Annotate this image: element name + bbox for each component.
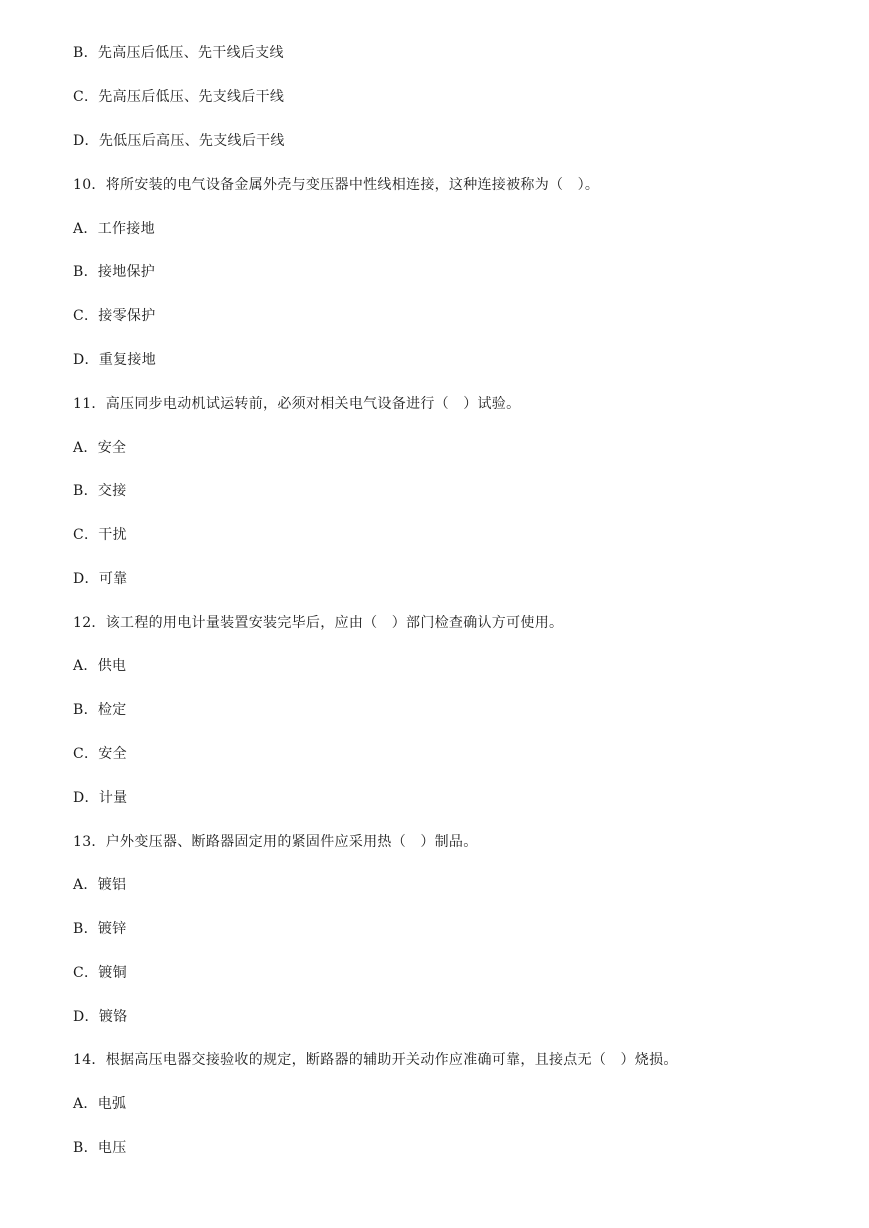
option-9-b: B．先高压后低压、先干线后支线 <box>73 45 284 61</box>
option-9-d: D．先低压后高压、先支线后干线 <box>73 133 285 149</box>
question-13: 13．户外变压器、断路器固定用的紧固件应采用热（ ）制品。 <box>73 834 478 850</box>
option-11-d: D．可靠 <box>73 571 128 587</box>
question-12: 12．该工程的用电计量装置安装完毕后，应由（ ）部门检查确认方可使用。 <box>73 615 564 631</box>
option-13-a: A．镀铝 <box>73 877 127 893</box>
option-12-d: D．计量 <box>73 790 128 806</box>
option-11-b: B．交接 <box>73 483 127 499</box>
option-13-d: D．镀铬 <box>73 1009 128 1025</box>
option-10-a: A．工作接地 <box>73 221 155 237</box>
option-14-b: B．电压 <box>73 1140 127 1156</box>
option-14-a: A．电弧 <box>73 1096 127 1112</box>
option-12-b: B．检定 <box>73 702 127 718</box>
question-14: 14．根据高压电器交接验收的规定，断路器的辅助开关动作应准确可靠，且接点无（ ）烧损。 <box>73 1052 678 1068</box>
option-9-c: C．先高压后低压、先支线后干线 <box>73 89 285 105</box>
option-10-b: B．接地保护 <box>73 264 156 280</box>
option-10-d: D．重复接地 <box>73 352 157 368</box>
question-11: 11．高压同步电动机试运转前，必须对相关电气设备进行（ ）试验。 <box>73 396 521 412</box>
option-11-c: C．干扰 <box>73 527 127 543</box>
question-10: 10．将所安装的电气设备金属外壳与变压器中性线相连接，这种连接被称为（ ）。 <box>73 177 600 193</box>
option-12-a: A．供电 <box>73 658 127 674</box>
option-13-b: B．镀锌 <box>73 921 127 937</box>
option-10-c: C．接零保护 <box>73 308 156 324</box>
option-13-c: C．镀铜 <box>73 965 127 981</box>
option-12-c: C．安全 <box>73 746 127 762</box>
option-11-a: A．安全 <box>73 440 127 456</box>
